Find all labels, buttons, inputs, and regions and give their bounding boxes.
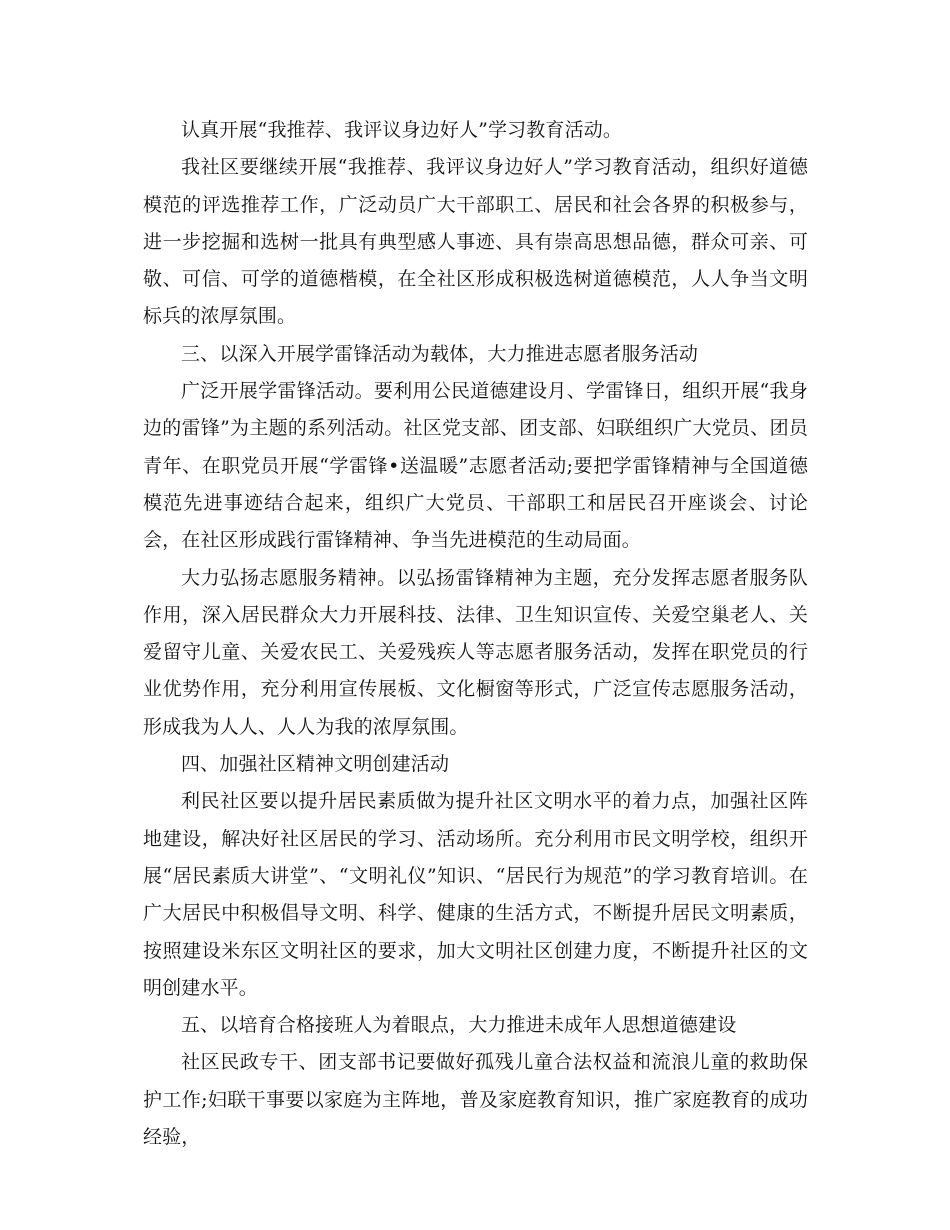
paragraph-community-civilization: 利民社区要以提升居民素质做为提升社区文明水平的着力点，加强社区阵地建设，解决好社区居民的学习、活动场所。充分利用市民文明学校，组织开展“居民素质大讲堂”、“文明礼仪”知识、“居民行为规范”的学习教育培训。在广大居民中积极倡导文明、科学、健康的生活方式，不断提升居民文明素质，按照建设米东区文明社区的要求，加大文明社区创建力度，不断提升社区的文明创建水平。	[143, 790, 808, 999]
paragraph-lei-feng-activities: 广泛开展学雷锋活动。要利用公民道德建设月、学雷锋日，组织开展“我身边的雷锋”为主题的系列活动。社区党支部、团支部、妇联组织广大党员、团员青年、在职党员开展“学雷锋•送温暖”志愿者活动;要把学雷锋精神与全国道德模范先进事迹结合起来，组织广大党员、干部职工和居民召开座谈会、讨论会，在社区形成践行雷锋精神、争当先进模范的生动局面。	[143, 380, 808, 552]
paragraph-minors-protection: 社区民政专干、团支部书记要做好孤残儿童合法权益和流浪儿童的救助保护工作;妇联干事要以家庭为主阵地，普及家庭教育知识，推广家庭教育的成功经验，	[143, 1051, 808, 1149]
section-heading-4: 四、加强社区精神文明创建活动	[181, 753, 450, 776]
document-body	[143, 112, 808, 1156]
paragraph-good-people-campaign: 我社区要继续开展“我推荐、我评议身边好人”学习教育活动，组织好道德模范的评选推荐工作，广泛动员广大干部职工、居民和社会各界的积极参与，进一步挖掘和选树一批具有典型感人事迹、具有崇高思想品德，群众可亲、可敬、可信、可学的道德楷模，在全社区形成积极选树道德模范，人人争当文明标兵的浓厚氛围。	[143, 156, 808, 328]
section-heading-5: 五、以培育合格接班人为着眼点，大力推进未成年人思想道德建设	[181, 1014, 737, 1037]
paragraph-activity-intro: 认真开展“我推荐、我评议身边好人”学习教育活动。	[181, 119, 623, 141]
section-heading-3: 三、以深入开展学雷锋活动为载体，大力推进志愿者服务活动	[181, 342, 699, 365]
paragraph-volunteer-spirit: 大力弘扬志愿服务精神。以弘扬雷锋精神为主题，充分发挥志愿者服务队作用，深入居民群众大力开展科技、法律、卫生知识宣传、关爱空巢老人、关爱留守儿童、关爱农民工、关爱残疾人等志愿者服务活动，发挥在职党员的行业优势作用，充分利用宣传展板、文化橱窗等形式，广泛宣传志愿服务活动，形成我为人人、人人为我的浓厚氛围。	[143, 566, 808, 738]
